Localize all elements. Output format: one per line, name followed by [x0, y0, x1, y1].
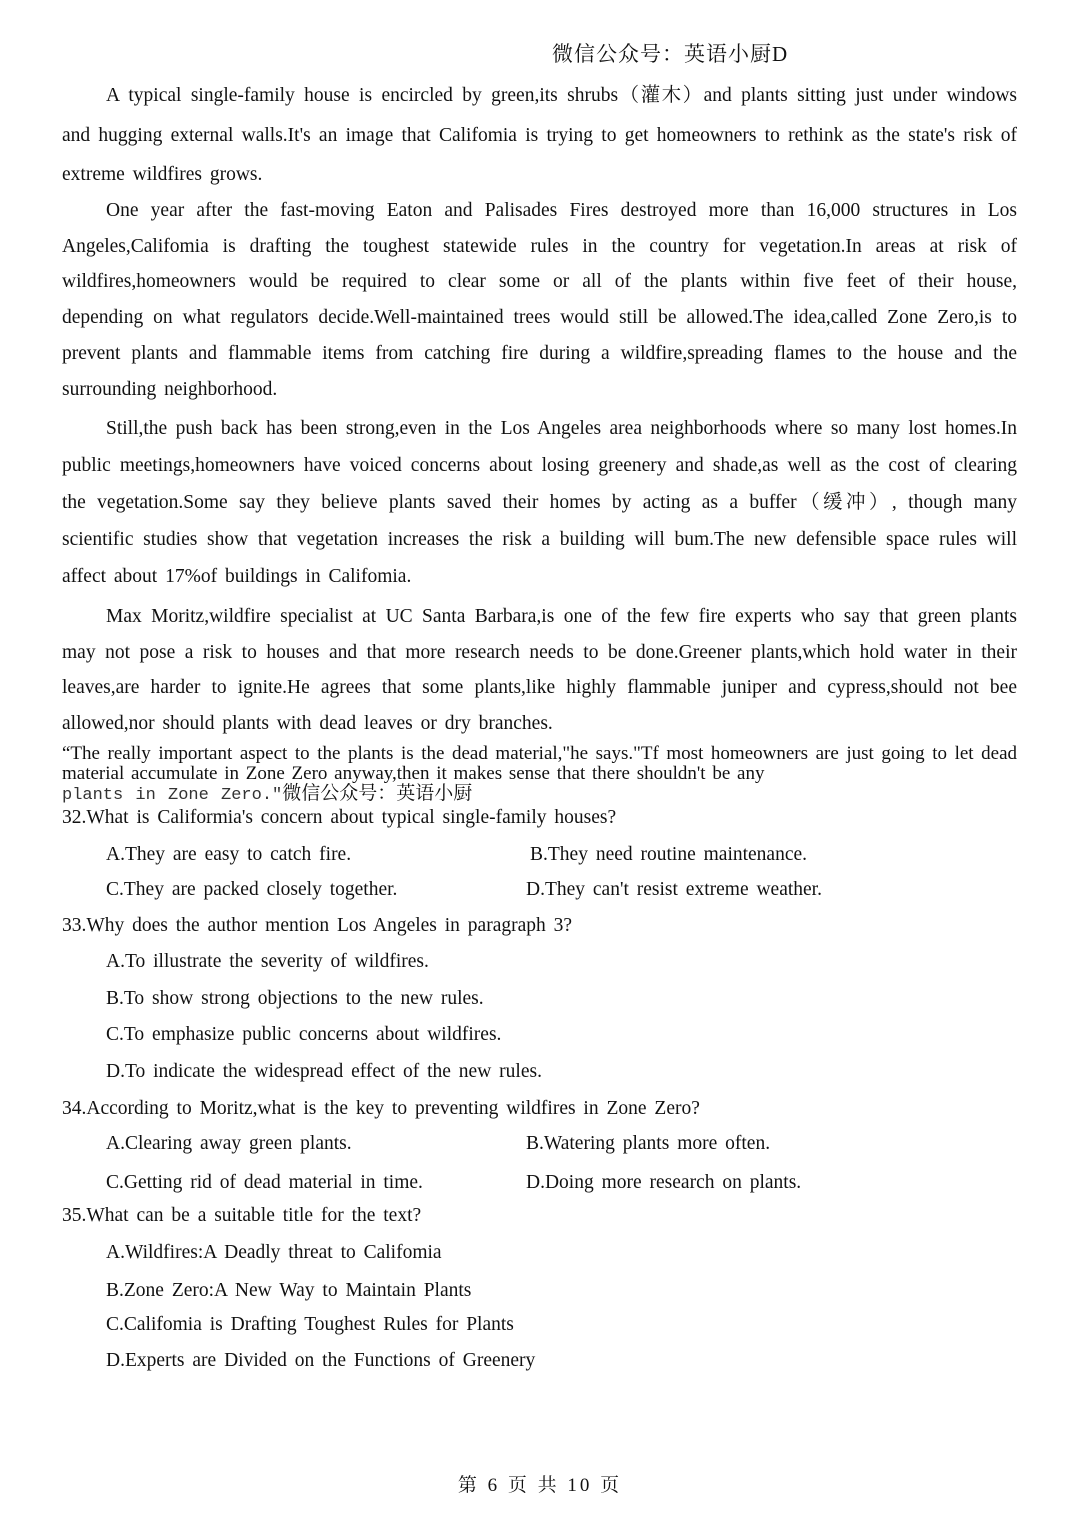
question-33-option-d: D.To indicate the widespread effect of the new rules.	[106, 1061, 542, 1082]
question-32-option-a: A.They are easy to catch fire.	[106, 844, 352, 865]
question-34-option-c: C.Getting rid of dead material in time.	[106, 1172, 423, 1193]
question-33-option-c: C.To emphasize public concerns about wildfires.	[106, 1024, 502, 1045]
question-32-option-d: D.They can't resist extreme weather.	[526, 879, 822, 900]
passage-paragraph-4: Max Moritz,wildfire specialist at UC Santa Barbara,is one of the few fire experts who say that green plants may not pose a risk to houses and that more research needs to be done.Greener plants,which hold water in their leaves,are harder to ignite.He agrees that some plants,like highly flammable juniper and cypress,should not bee allowed,nor should plants with dead leaves or dry branches.	[62, 606, 1017, 734]
page-number-footer: 第 6 页 共 10 页	[457, 1475, 623, 1496]
question-33-option-b: B.To show strong objections to the new rules.	[106, 988, 484, 1009]
passage-paragraph-3: Still,the push back has been strong,even in the Los Angeles area neighborhoods where so many lost homes.In public meetings,homeowners have voiced concerns about losing greenery and shade,as well as the cost of clearing the vegetation.Some say they believe plants saved their homes by acting as a buffer（缓冲）, though many scientific studies show that vegetation increases the risk a building will bum.The new defensible space rules will affect about 17%of buildings in Califomia.	[62, 418, 1017, 587]
passage-paragraph-2: One year after the fast-moving Eaton and Palisades Fires destroyed more than 16,000 structures in Los Angeles,Califomia is drafting the toughest statewide rules in the country for vegetation.In areas at risk of wildfires,homeowners would be required to clear some or all of the plants within five feet of their house, depending on what regulators decide.Well-maintained trees would still be allowed.The idea,called Zone Zero,is to prevent plants and flammable items from catching fire during a wildfire,spreading flames to the house and the surrounding neighborhood.	[62, 200, 1017, 400]
question-35-option-b: B.Zone Zero:A New Way to Maintain Plants	[106, 1280, 472, 1301]
question-35-option-d: D.Experts are Divided on the Functions of Greenery	[106, 1350, 536, 1371]
question-34-option-a: A.Clearing away green plants.	[106, 1133, 352, 1154]
passage-paragraph-5	[62, 744, 1017, 806]
question-32-stem: 32.What is Califormia's concern about typical single-family houses?	[62, 807, 617, 828]
inline-watermark: 微信公众号：英语小厨	[282, 783, 473, 804]
question-33-stem: 33.Why does the author mention Los Angeles in paragraph 3?	[62, 915, 573, 936]
question-33-option-a: A.To illustrate the severity of wildfires.	[106, 951, 429, 972]
question-32-option-c: C.They are packed closely together.	[106, 879, 398, 900]
question-32-option-b: B.They need routine maintenance.	[530, 844, 808, 865]
question-34-option-b: B.Watering plants more often.	[526, 1133, 771, 1154]
passage-paragraph-1: A typical single-family house is encircled by green,its shrubs（灌木）and plants sitting just under windows and hugging external walls.It's an image that Califomia is trying to get homeowners to rethink as the state's risk of extreme wildfires grows.	[62, 85, 1017, 185]
question-34-stem: 34.According to Moritz,what is the key to preventing wildfires in Zone Zero?	[62, 1098, 700, 1119]
passage-quote-tail: plants in Zone Zero.″	[62, 786, 283, 805]
question-34-option-d: D.Doing more research on plants.	[526, 1172, 802, 1193]
question-35-option-a: A.Wildfires:A Deadly threat to Califomia	[106, 1242, 442, 1263]
question-35-option-c: C.Califomia is Drafting Toughest Rules for Plants	[106, 1314, 514, 1335]
watermark-header: 微信公众号：英语小厨D	[552, 42, 789, 66]
question-35-stem: 35.What can be a suitable title for the text?	[62, 1205, 422, 1226]
passage-quote: “The really important aspect to the plants is the dead material,"he says."Tf most homeowners are just going to let dead material accumulate in Zone Zero anyway,then it makes sense that there shouldn't be any	[62, 743, 1017, 784]
